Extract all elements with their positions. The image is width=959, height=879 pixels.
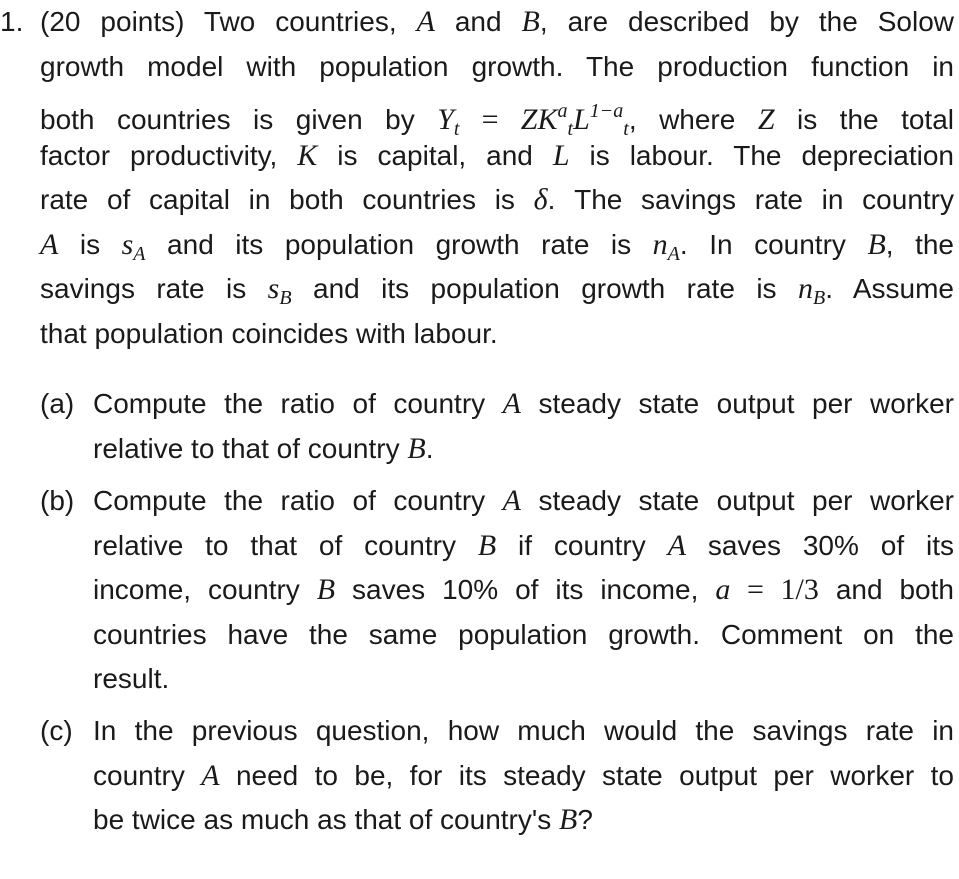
math-symbol: t [453,118,460,140]
text-run: , the [885,228,954,260]
math-symbol: n [797,272,813,305]
math-symbol: a [715,573,731,606]
part-label: (b) [40,485,75,516]
text-run: In the previous question, how much would the savings rate in [93,715,954,746]
text-run: and [434,6,522,37]
text-run: factor productivity, [40,139,298,171]
math-symbol: L [552,138,570,172]
question-line [40,139,954,173]
text-run: if country [496,529,668,561]
math-symbol: Y [437,103,454,136]
text-run: need to be, for its steady state output per worker to [219,759,954,791]
part-line [93,662,169,696]
math-symbol: B [521,5,540,38]
math-symbol: B [867,227,886,261]
math-symbol: s [267,272,280,305]
text-run: is the total [774,104,954,135]
math-symbol: K [297,138,318,172]
question-line [40,5,954,39]
text-run: relative to that of country [93,529,478,561]
text-run: and its population growth rate is [145,228,653,260]
part-line [93,432,434,466]
math-symbol: A [502,484,521,517]
math-symbol: = 1/3 [730,573,819,606]
math-symbol: 1−a [589,100,624,122]
text-run: saves 10% of its income, [335,574,716,605]
math-symbol: t [567,118,574,140]
math-symbol: Z [757,103,775,136]
text-run: that population coincides with labour. [40,317,498,349]
part-label: (a) [40,388,75,419]
part-line [93,714,954,748]
math-symbol: B [477,528,497,562]
math-symbol: A [667,242,680,265]
math-symbol: = [459,103,521,136]
part-line [93,484,954,518]
math-symbol: B [559,803,578,836]
part-line [93,573,954,607]
text-run: . In country [679,228,868,260]
part-line [93,759,954,793]
text-run: . The savings rate in country [547,184,954,215]
text-run: savings rate is [40,273,268,304]
text-run: be twice as much as that of country's [93,804,560,835]
math-symbol: A [667,528,686,562]
text-run: is labour. The depreciation [569,139,955,171]
part-line [93,387,954,421]
math-symbol: s [121,227,134,261]
math-symbol: δ [533,183,548,216]
text-run: is capital, and [317,139,553,171]
math-symbol: L [573,103,590,136]
text-run: income, country [93,574,317,605]
text-run: is [58,228,122,260]
question-line [40,272,954,315]
text-run: growth model with population growth. The production function in [40,50,954,82]
text-run: result. [93,663,170,694]
text-run: . Assume [825,273,954,304]
text-run: ? [577,804,593,835]
text-run: steady state output per worker [520,485,954,516]
math-symbol: B [407,431,426,465]
math-symbol: a [557,100,568,122]
question-number: 1. [0,6,24,37]
text-run: country [93,759,202,791]
math-symbol: n [652,227,668,261]
text-run: Compute the ratio of country [93,388,503,419]
math-symbol: B [279,287,292,309]
question-line [40,50,954,84]
text-run: countries have the same population growth. Comment on the [93,618,954,650]
math-symbol: t [623,118,629,140]
math-symbol: A [201,758,220,792]
text-run: saves 30% of its [685,529,954,561]
math-symbol: A [416,5,435,38]
question-line [40,228,954,271]
part-label: (c) [40,715,73,746]
part-line [93,803,593,837]
math-symbol: A [40,227,59,261]
math-symbol: A [133,242,146,265]
text-run: and its population growth rate is [291,273,798,304]
text-run: , where [628,104,758,135]
text-run: (20 points) Two countries, [40,6,417,37]
question-line [40,317,498,351]
math-symbol: B [812,287,826,309]
text-run: rate of capital in both countries is [40,184,534,215]
text-run: steady state output per worker [520,388,954,419]
part-line [93,618,954,652]
text-run: , are described by the Solow [539,6,955,37]
part-line [93,529,954,563]
text-run: relative to that of country [93,432,408,464]
text-run: and both [818,574,954,605]
math-symbol: A [502,387,521,420]
text-run: . [425,432,434,464]
text-run: both countries is given by [40,104,438,135]
math-symbol: B [316,573,336,606]
math-symbol: ZK [520,103,558,136]
question-line [40,183,954,217]
text-run: Compute the ratio of country [93,485,503,516]
